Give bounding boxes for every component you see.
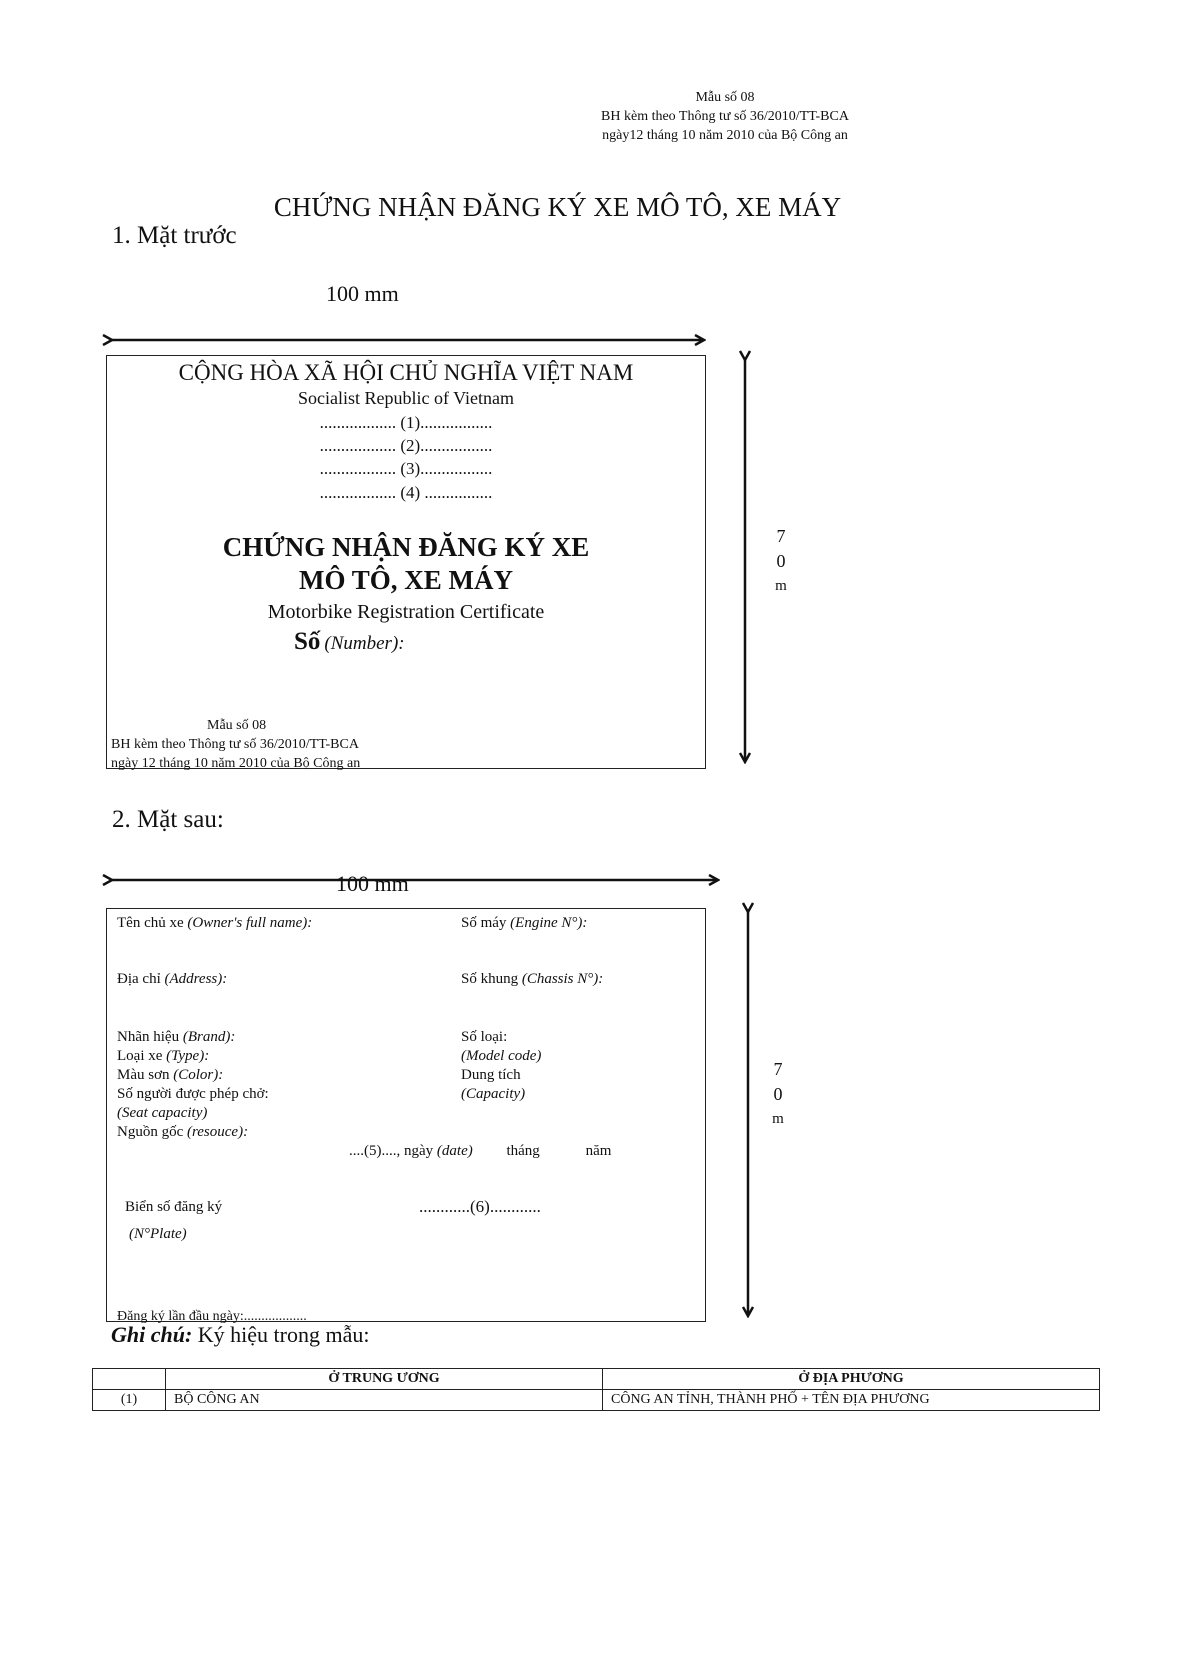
back-width-label: 100 mm <box>336 871 409 896</box>
capacity-field-en: (Capacity) <box>461 1086 526 1102</box>
certificate-title-en: Motorbike Registration Certificate <box>267 601 545 623</box>
legend-header-blank <box>93 1369 166 1390</box>
legend-header-central: Ở TRUNG ƯƠNG <box>166 1369 603 1390</box>
number-label: Số <box>294 628 321 655</box>
seats-field-en: (Seat capacity) <box>117 1105 208 1121</box>
circular-reference: BH kèm theo Thông tư số 36/2010/TT-BCA <box>601 109 849 124</box>
plate-label: Biển số đăng ký <box>125 1199 223 1215</box>
vehicle-details-right <box>461 1028 541 1104</box>
brand-field: Nhãn hiệu (Brand): <box>117 1029 236 1045</box>
plate-value: ............(6)............ <box>419 1197 541 1216</box>
first-registration-date: Đăng ký lần đầu ngày:.................. <box>117 1309 307 1324</box>
country-name-en: Socialist Republic of Vietnam <box>297 388 515 408</box>
model-field-en: (Model code) <box>461 1048 542 1064</box>
origin-field: Nguồn gốc (resouce): <box>117 1124 249 1140</box>
legend-local-value: CÔNG AN TỈNH, THÀNH PHỐ + TÊN ĐỊA PHƯƠNG <box>603 1390 1100 1411</box>
back-section-label: 2. Mặt sau: <box>112 806 224 833</box>
note-label: Ghi chú: <box>111 1322 193 1347</box>
certificate-title-line-2: MÔ TÔ, XE MÁY <box>299 565 513 595</box>
engine-field: Số máy (Engine N°): <box>461 915 588 931</box>
certificate-title-line-1: CHỨNG NHẬN ĐĂNG KÝ XE <box>222 532 590 562</box>
front-card <box>106 355 706 769</box>
note-text: Ký hiệu trong mẫu: <box>197 1322 370 1347</box>
front-height-label: 7 0 m <box>775 526 787 594</box>
legend-table <box>92 1368 1100 1411</box>
color-field: Màu sơn (Color): <box>117 1067 224 1083</box>
document-title: CHỨNG NHẬN ĐĂNG KÝ XE MÔ TÔ, XE MÁY <box>273 192 842 222</box>
seats-field: Số người được phép chở: <box>117 1086 269 1102</box>
front-section-label: 1. Mặt trước <box>112 222 237 249</box>
placeholder-line-3: .................. (3)................. <box>319 459 493 478</box>
number-label-en: (Number): <box>324 633 405 654</box>
table-row <box>93 1390 1100 1411</box>
chassis-field: Số khung (Chassis N°): <box>461 971 604 987</box>
model-field: Số loại: <box>461 1029 508 1045</box>
front-footer-note: Mẫu số 08 BH kèm theo Thông tư số 36/2010/TT-BCA ngày 12 tháng 10 năm 2010 của Bộ Công an <box>111 718 361 771</box>
plate-label-en: (N°Plate) <box>129 1226 187 1242</box>
country-name-vn: CỘNG HÒA XÃ HỘI CHỦ NGHĨA VIỆT NAM <box>178 360 634 385</box>
issue-date: ngày12 tháng 10 năm 2010 của Bộ Công an <box>602 128 848 143</box>
legend-note <box>111 1322 370 1348</box>
placeholder-line-4: .................. (4) ................ <box>319 483 493 502</box>
legend-central-value: BỘ CÔNG AN <box>166 1390 603 1411</box>
back-height-label: 7 0 m <box>772 1059 784 1127</box>
placeholder-line-1: .................. (1)................. <box>319 413 493 432</box>
front-width-label: 100 mm <box>326 281 399 306</box>
address-field: Địa chỉ (Address): <box>117 971 228 987</box>
vehicle-details-left <box>117 1028 269 1142</box>
owner-field: Tên chủ xe (Owner's full name): <box>117 915 313 931</box>
placeholder-line-2: .................. (2)................. <box>319 436 493 455</box>
issue-date-line: ....(5)...., ngày (date) tháng năm <box>349 1143 612 1159</box>
form-number: Mẫu số 08 <box>695 90 755 105</box>
back-card <box>106 908 706 1322</box>
legend-header-row <box>93 1369 1100 1390</box>
type-field: Loại xe (Type): <box>117 1048 210 1064</box>
number-field <box>294 628 405 656</box>
legend-code: (1) <box>93 1390 166 1411</box>
capacity-field: Dung tích <box>461 1067 521 1083</box>
legend-header-local: Ở ĐỊA PHƯƠNG <box>603 1369 1100 1390</box>
